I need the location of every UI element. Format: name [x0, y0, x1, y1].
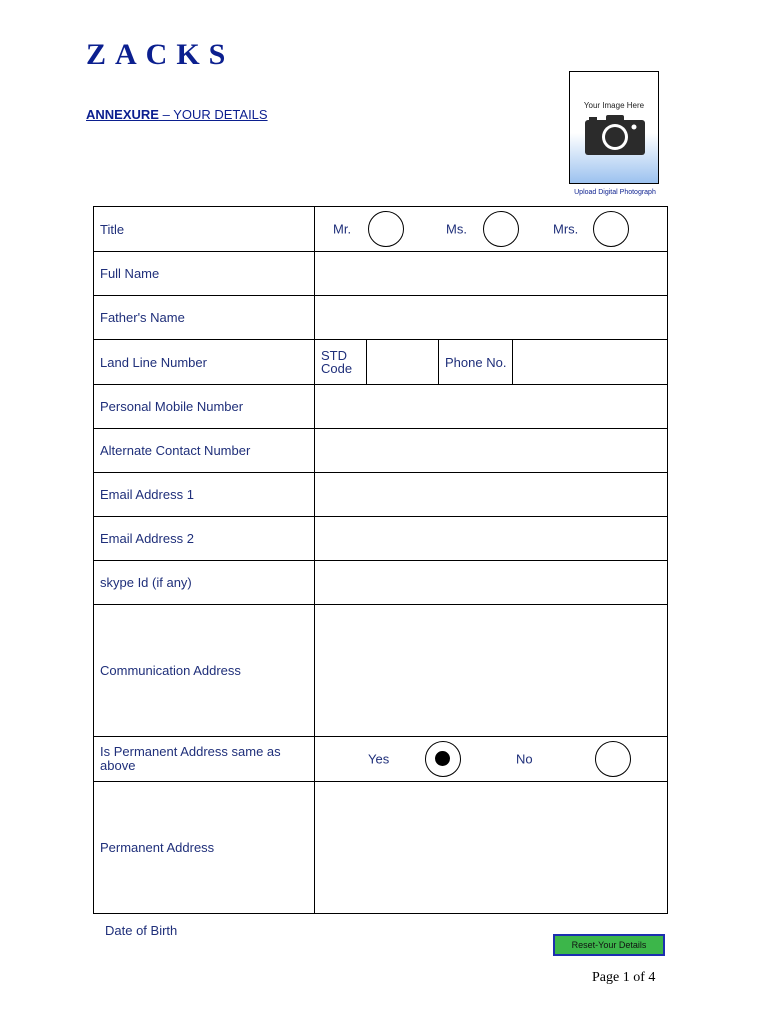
perm-same-radio-no[interactable]	[595, 741, 631, 777]
annexure-subtitle: – YOUR DETAILS	[158, 107, 268, 122]
photo-caption: Your Image Here	[583, 101, 645, 110]
father-name-field[interactable]	[315, 296, 668, 340]
alt-contact-label: Alternate Contact Number	[94, 429, 315, 473]
perm-same-label: Is Permanent Address same as above	[94, 737, 315, 782]
details-form-table	[93, 206, 668, 914]
perm-address-label: Permanent Address	[94, 782, 315, 914]
alt-contact-field[interactable]	[315, 429, 668, 473]
company-logo: ZACKS	[86, 38, 235, 71]
title-radio-ms[interactable]	[483, 211, 519, 247]
skype-label: skype Id (if any)	[94, 561, 315, 605]
email1-label: Email Address 1	[94, 473, 315, 517]
full-name-field[interactable]	[315, 252, 668, 296]
photo-upload-box[interactable]	[569, 71, 659, 184]
comm-address-field[interactable]	[315, 605, 668, 737]
comm-address-label: Communication Address	[94, 605, 315, 737]
skype-field[interactable]	[315, 561, 668, 605]
camera-icon	[584, 114, 646, 156]
perm-same-options-cell	[315, 737, 668, 782]
email2-label: Email Address 2	[94, 517, 315, 561]
phone-no-field[interactable]	[513, 340, 667, 384]
full-name-label: Full Name	[94, 252, 315, 296]
perm-address-field[interactable]	[315, 782, 668, 914]
phone-no-label: Phone No.	[439, 340, 513, 384]
father-name-label: Father's Name	[94, 296, 315, 340]
perm-same-yes-label: Yes	[368, 751, 390, 767]
section-heading	[86, 107, 268, 122]
reset-details-button[interactable]: Reset-Your Details	[553, 934, 665, 956]
upload-photo-label: Upload Digital Photograph	[574, 189, 656, 196]
mobile-field[interactable]	[315, 385, 668, 429]
dob-label: Date of Birth	[105, 923, 178, 938]
landline-cell	[315, 340, 668, 385]
title-option-ms-label: Ms.	[446, 221, 467, 237]
annexure-label: ANNEXURE	[86, 107, 159, 122]
title-option-mrs-label: Mrs.	[553, 221, 579, 237]
email2-field[interactable]	[315, 517, 668, 561]
landline-label: Land Line Number	[94, 340, 315, 385]
std-code-label: STD Code	[315, 340, 367, 384]
std-code-field[interactable]	[367, 340, 439, 384]
title-label: Title	[94, 207, 315, 252]
perm-same-no-label: No	[516, 751, 533, 767]
mobile-label: Personal Mobile Number	[94, 385, 315, 429]
title-radio-mr[interactable]	[368, 211, 404, 247]
title-option-mr-label: Mr.	[333, 221, 352, 237]
page-number: Page 1 of 4	[592, 970, 656, 985]
title-options-cell	[315, 207, 668, 252]
email1-field[interactable]	[315, 473, 668, 517]
perm-same-radio-yes[interactable]	[425, 741, 461, 777]
title-radio-mrs[interactable]	[593, 211, 629, 247]
